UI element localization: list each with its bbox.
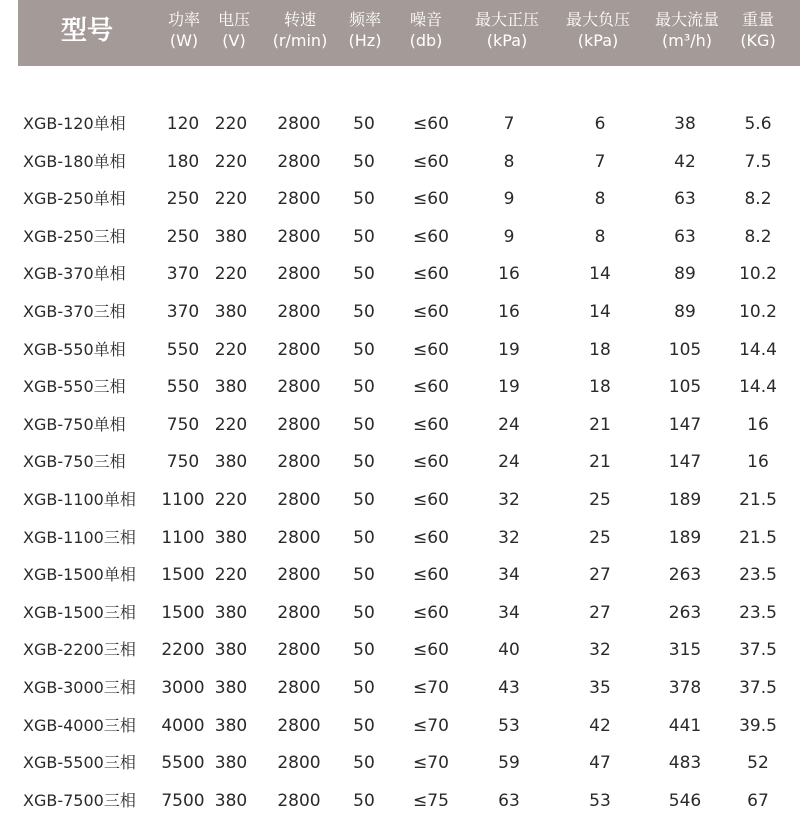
frequency-cell: 50: [353, 377, 375, 398]
max-flow-cell: 42: [674, 151, 696, 172]
power-cell: 750: [166, 452, 200, 473]
header-max-flow-name: 最大流量: [654, 10, 719, 29]
speed-cell: 2800: [277, 302, 321, 322]
model-cell: XGB-120单相: [23, 114, 126, 133]
max-negative-pressure-cell: 14: [589, 302, 611, 322]
model-cell: XGB-370单相: [23, 264, 126, 284]
max-positive-pressure-cell: 19: [498, 377, 520, 398]
power-cell: 180: [166, 151, 200, 172]
model-cell: XGB-7500三相: [23, 790, 136, 810]
noise-cell: ≤60: [413, 114, 449, 134]
model-cell: XGB-1500三相: [23, 602, 136, 622]
max-positive-pressure-cell: 59: [498, 753, 520, 774]
weight-cell: 37.5: [739, 678, 777, 698]
voltage-cell: 380: [214, 452, 248, 473]
max-positive-pressure-cell: 32: [498, 527, 520, 548]
max-positive-pressure-cell: 24: [498, 452, 520, 473]
power-cell: 7500: [161, 790, 205, 811]
header-weight-name: 重量: [741, 10, 774, 29]
header-noise-unit: (db): [409, 31, 443, 50]
max-flow-cell: 378: [668, 678, 702, 698]
speed-cell: 2800: [277, 790, 321, 811]
weight-cell: 10.2: [739, 302, 777, 322]
max-negative-pressure-cell: 7: [594, 151, 606, 172]
max-positive-pressure-cell: 16: [498, 264, 520, 285]
speed-cell: 2800: [277, 377, 321, 398]
weight-cell: 21.5: [739, 490, 777, 510]
speed-cell: 2800: [277, 226, 321, 247]
voltage-cell: 220: [214, 565, 248, 586]
weight-cell: 23.5: [739, 565, 777, 586]
table-row: [0, 256, 800, 292]
frequency-cell: 50: [353, 790, 375, 811]
header-speed: [266, 9, 334, 51]
noise-cell: ≤60: [413, 602, 449, 623]
power-cell: 2200: [161, 640, 205, 661]
weight-cell: 21.5: [739, 527, 777, 548]
power-cell: 1100: [161, 490, 205, 510]
table-row: [0, 708, 800, 744]
max-negative-pressure-cell: 21: [589, 414, 611, 435]
power-cell: 370: [166, 264, 200, 285]
max-flow-cell: 263: [668, 565, 702, 586]
frequency-cell: 50: [353, 715, 375, 736]
voltage-cell: 220: [214, 414, 248, 435]
model-cell: XGB-5500三相: [23, 753, 136, 773]
header-frequency-unit: (Hz): [348, 31, 382, 50]
model-cell: XGB-250三相: [23, 226, 126, 246]
max-positive-pressure-cell: 63: [498, 790, 520, 811]
frequency-cell: 50: [353, 678, 375, 698]
max-flow-cell: 263: [668, 602, 702, 623]
header-max-flow-unit: (m³/h): [661, 31, 712, 50]
header-power: [158, 9, 210, 51]
voltage-cell: 380: [214, 790, 248, 811]
noise-cell: ≤70: [413, 678, 449, 698]
frequency-cell: 50: [353, 753, 375, 774]
noise-cell: ≤60: [413, 226, 449, 247]
speed-cell: 2800: [277, 114, 321, 134]
table-row: [0, 332, 800, 368]
model-cell: XGB-1500单相: [23, 565, 136, 585]
weight-cell: 10.2: [739, 264, 777, 285]
frequency-cell: 50: [353, 565, 375, 586]
model-cell: XGB-2200三相: [23, 640, 136, 660]
max-flow-cell: 38: [674, 114, 696, 134]
weight-cell: 14.4: [739, 339, 777, 360]
table-row: [0, 106, 800, 142]
weight-cell: 7.5: [744, 151, 772, 172]
voltage-cell: 220: [214, 114, 248, 134]
header-max-positive-pressure-name: 最大正压: [474, 10, 539, 29]
noise-cell: ≤70: [413, 753, 449, 774]
power-cell: 4000: [161, 715, 205, 736]
header-frequency: [340, 9, 390, 51]
max-positive-pressure-cell: 9: [503, 226, 515, 247]
header-max-negative-pressure-name: 最大负压: [565, 10, 630, 29]
speed-cell: 2800: [277, 565, 321, 586]
voltage-cell: 380: [214, 226, 248, 247]
max-positive-pressure-cell: 34: [498, 565, 520, 586]
model-cell: XGB-550三相: [23, 377, 126, 397]
voltage-cell: 380: [214, 640, 248, 661]
power-cell: 1500: [161, 565, 205, 586]
header-weight: [730, 9, 786, 51]
max-negative-pressure-cell: 18: [589, 339, 611, 360]
power-cell: 550: [166, 377, 200, 398]
max-flow-cell: 189: [668, 527, 702, 548]
header-voltage-unit: (V): [222, 31, 246, 50]
speed-cell: 2800: [277, 678, 321, 698]
model-cell: XGB-3000三相: [23, 678, 136, 697]
weight-cell: 23.5: [739, 602, 777, 623]
table-row: [0, 294, 800, 330]
header-voltage: [210, 9, 258, 51]
max-negative-pressure-cell: 27: [589, 565, 611, 586]
speed-cell: 2800: [277, 414, 321, 435]
voltage-cell: 220: [214, 151, 248, 172]
model-cell: XGB-1100三相: [23, 527, 136, 547]
frequency-cell: 50: [353, 490, 375, 510]
max-negative-pressure-cell: 35: [589, 678, 611, 698]
speed-cell: 2800: [277, 527, 321, 548]
frequency-cell: 50: [353, 452, 375, 473]
power-cell: 550: [166, 339, 200, 360]
frequency-cell: 50: [353, 414, 375, 435]
table-row: [0, 444, 800, 480]
weight-cell: 67: [747, 790, 769, 811]
max-flow-cell: 105: [668, 377, 702, 398]
speed-cell: 2800: [277, 189, 321, 210]
frequency-cell: 50: [353, 189, 375, 210]
speed-cell: 2800: [277, 753, 321, 774]
speed-cell: 2800: [277, 490, 321, 510]
max-flow-cell: 105: [668, 339, 702, 360]
max-negative-pressure-cell: 14: [589, 264, 611, 285]
noise-cell: ≤60: [413, 189, 449, 210]
speed-cell: 2800: [277, 264, 321, 285]
header-speed-unit: (r/min): [272, 31, 328, 50]
power-cell: 5500: [161, 753, 205, 774]
weight-cell: 52: [747, 753, 769, 774]
header-frequency-name: 频率: [348, 10, 381, 29]
max-negative-pressure-cell: 21: [589, 452, 611, 473]
header-model: 型号: [60, 16, 113, 46]
noise-cell: ≤75: [413, 790, 449, 811]
max-negative-pressure-cell: 32: [589, 640, 611, 661]
max-negative-pressure-cell: 18: [589, 377, 611, 398]
model-cell: XGB-370三相: [23, 302, 126, 321]
max-negative-pressure-cell: 25: [589, 490, 611, 510]
header-max-flow: [644, 9, 730, 51]
max-positive-pressure-cell: 8: [503, 151, 515, 172]
table-row: [0, 181, 800, 217]
max-positive-pressure-cell: 34: [498, 602, 520, 623]
noise-cell: ≤60: [413, 264, 449, 285]
max-positive-pressure-cell: 43: [498, 678, 520, 698]
max-positive-pressure-cell: 32: [498, 490, 520, 510]
max-positive-pressure-cell: 40: [498, 640, 520, 661]
frequency-cell: 50: [353, 151, 375, 172]
table-row: [0, 595, 800, 631]
max-negative-pressure-cell: 8: [594, 189, 606, 210]
max-negative-pressure-cell: 47: [589, 753, 611, 774]
voltage-cell: 380: [214, 678, 248, 698]
noise-cell: ≤70: [413, 715, 449, 736]
table-row: [0, 144, 800, 180]
weight-cell: 37.5: [739, 640, 777, 661]
weight-cell: 16: [747, 452, 769, 473]
voltage-cell: 380: [214, 302, 248, 322]
table-row: [0, 670, 800, 706]
model-cell: XGB-750三相: [23, 452, 126, 472]
weight-cell: 8.2: [744, 226, 772, 247]
noise-cell: ≤60: [413, 339, 449, 360]
noise-cell: ≤60: [413, 565, 449, 586]
header-max-positive-pressure-unit: (kPa): [486, 31, 528, 50]
max-flow-cell: 441: [668, 715, 702, 736]
power-cell: 1100: [161, 527, 205, 548]
model-cell: XGB-1100单相: [23, 490, 136, 509]
voltage-cell: 220: [214, 189, 248, 210]
power-cell: 250: [166, 189, 200, 210]
table-row: [0, 219, 800, 255]
voltage-cell: 380: [214, 602, 248, 623]
header-weight-unit: (KG): [740, 31, 776, 50]
frequency-cell: 50: [353, 527, 375, 548]
header-voltage-name: 电压: [217, 10, 250, 29]
power-cell: 1500: [161, 602, 205, 623]
weight-cell: 8.2: [744, 189, 772, 210]
frequency-cell: 50: [353, 226, 375, 247]
max-flow-cell: 483: [668, 753, 702, 774]
frequency-cell: 50: [353, 114, 375, 134]
model-cell: XGB-750单相: [23, 414, 126, 434]
max-flow-cell: 147: [668, 452, 702, 473]
table-header: [18, 0, 800, 66]
speed-cell: 2800: [277, 715, 321, 736]
max-negative-pressure-cell: 42: [589, 715, 611, 736]
max-negative-pressure-cell: 8: [594, 226, 606, 247]
voltage-cell: 220: [214, 490, 248, 510]
frequency-cell: 50: [353, 602, 375, 623]
speed-cell: 2800: [277, 452, 321, 473]
noise-cell: ≤60: [413, 414, 449, 435]
model-cell: XGB-180单相: [23, 151, 126, 171]
max-flow-cell: 546: [668, 790, 702, 811]
noise-cell: ≤60: [413, 490, 449, 510]
model-cell: XGB-250单相: [23, 189, 126, 209]
power-cell: 250: [166, 226, 200, 247]
noise-cell: ≤60: [413, 640, 449, 661]
max-flow-cell: 89: [674, 302, 696, 322]
model-cell: XGB-4000三相: [23, 715, 136, 735]
max-positive-pressure-cell: 16: [498, 302, 520, 322]
max-flow-cell: 63: [674, 189, 696, 210]
voltage-cell: 220: [214, 339, 248, 360]
power-cell: 370: [166, 302, 200, 322]
table-row: [0, 783, 800, 819]
noise-cell: ≤60: [413, 151, 449, 172]
power-cell: 750: [166, 414, 200, 435]
voltage-cell: 380: [214, 377, 248, 398]
weight-cell: 5.6: [744, 114, 772, 134]
max-negative-pressure-cell: 27: [589, 602, 611, 623]
max-flow-cell: 89: [674, 264, 696, 285]
max-negative-pressure-cell: 53: [589, 790, 611, 811]
header-max-negative-pressure-unit: (kPa): [577, 31, 619, 50]
speed-cell: 2800: [277, 602, 321, 623]
voltage-cell: 380: [214, 753, 248, 774]
max-negative-pressure-cell: 6: [594, 114, 606, 134]
noise-cell: ≤60: [413, 377, 449, 398]
voltage-cell: 220: [214, 264, 248, 285]
header-max-positive-pressure: [464, 9, 550, 51]
power-cell: 3000: [161, 678, 205, 698]
max-positive-pressure-cell: 53: [498, 715, 520, 736]
table-row: [0, 482, 800, 518]
noise-cell: ≤60: [413, 527, 449, 548]
header-speed-name: 转速: [283, 10, 316, 29]
voltage-cell: 380: [214, 527, 248, 548]
header-noise: [401, 9, 451, 51]
max-positive-pressure-cell: 24: [498, 414, 520, 435]
table-row: [0, 369, 800, 405]
header-noise-name: 噪音: [409, 10, 442, 29]
speed-cell: 2800: [277, 151, 321, 172]
weight-cell: 39.5: [739, 715, 777, 736]
frequency-cell: 50: [353, 302, 375, 322]
speed-cell: 2800: [277, 339, 321, 360]
header-max-negative-pressure: [555, 9, 641, 51]
frequency-cell: 50: [353, 264, 375, 285]
model-cell: XGB-550单相: [23, 339, 126, 359]
max-positive-pressure-cell: 7: [503, 114, 515, 134]
header-power-name: 功率: [167, 10, 200, 29]
max-flow-cell: 189: [668, 490, 702, 510]
table-row: [0, 407, 800, 443]
voltage-cell: 380: [214, 715, 248, 736]
weight-cell: 16: [747, 414, 769, 435]
max-flow-cell: 315: [668, 640, 702, 661]
frequency-cell: 50: [353, 640, 375, 661]
power-cell: 120: [166, 114, 200, 134]
noise-cell: ≤60: [413, 302, 449, 322]
max-positive-pressure-cell: 9: [503, 189, 515, 210]
max-flow-cell: 63: [674, 226, 696, 247]
frequency-cell: 50: [353, 339, 375, 360]
table-row: [0, 557, 800, 593]
weight-cell: 14.4: [739, 377, 777, 398]
header-power-unit: (W): [169, 31, 199, 50]
table-row: [0, 520, 800, 556]
max-negative-pressure-cell: 25: [589, 527, 611, 548]
max-positive-pressure-cell: 19: [498, 339, 520, 360]
table-row: [0, 632, 800, 668]
max-flow-cell: 147: [668, 414, 702, 435]
table-row: [0, 745, 800, 781]
noise-cell: ≤60: [413, 452, 449, 473]
speed-cell: 2800: [277, 640, 321, 661]
